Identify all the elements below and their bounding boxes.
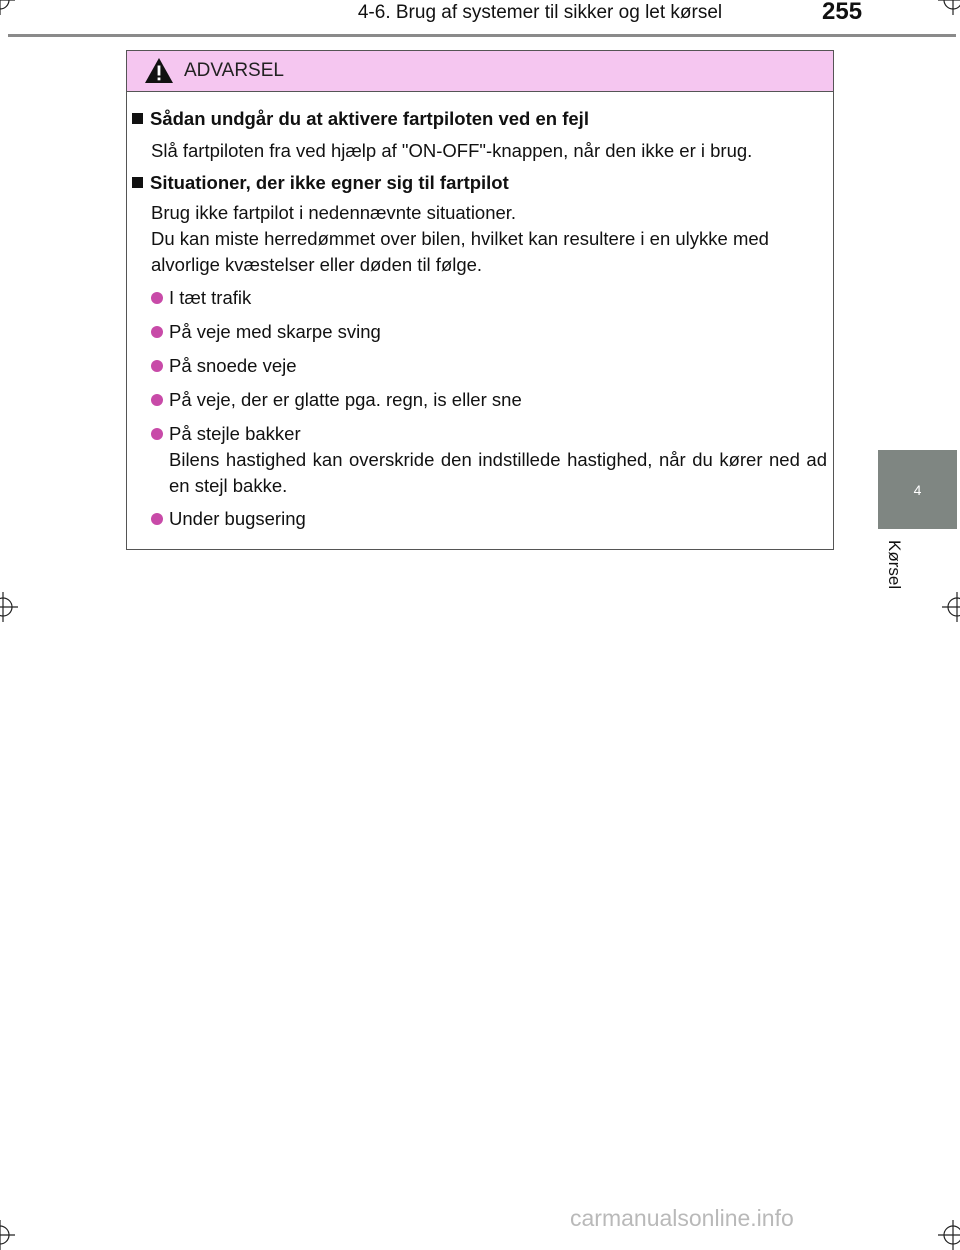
registration-mark-icon [938, 1220, 960, 1250]
bullet-dot-icon [151, 360, 163, 372]
paragraph: Brug ikke fartpilot i nedennævnte situationer. [151, 202, 517, 223]
square-bullet-icon [132, 113, 143, 124]
chapter-label: Kørsel [885, 540, 904, 590]
page-number: 255 [822, 0, 863, 25]
chapter-tab [878, 450, 957, 529]
list-item: I tæt trafik [151, 285, 827, 311]
list-item: På snoede veje [151, 353, 827, 379]
warning-header [127, 51, 833, 92]
section-title: Situationer, der ikke egner sig til fartpilot [132, 172, 509, 194]
registration-mark-icon [938, 0, 960, 15]
running-header-title: 4-6. Brug af systemer til sikker og let kørsel [357, 2, 723, 23]
list-item-note: Bilens hastighed kan overskride den indstillede hastighed, når du kører ned ad en stejl bakke. [169, 449, 827, 496]
registration-mark-icon [942, 592, 960, 622]
watermark: carmanualsonline.info [570, 1205, 794, 1231]
list-item: På veje med skarpe sving [151, 319, 827, 345]
bullet-dot-icon [151, 326, 163, 338]
warning-box [126, 50, 834, 550]
bullet-dot-icon [151, 513, 163, 525]
registration-mark-icon [0, 592, 18, 622]
paragraph: Slå fartpiloten fra ved hjælp af "ON-OFF"-knappen, når den ikke er i brug. [151, 140, 753, 161]
bullet-dot-icon [151, 292, 163, 304]
list-item: Under bugsering [151, 506, 827, 532]
chapter-number: 4 [913, 481, 922, 498]
bullet-dot-icon [151, 428, 163, 440]
registration-mark-icon [0, 1220, 15, 1250]
bullet-dot-icon [151, 394, 163, 406]
square-bullet-icon [132, 177, 143, 188]
list-item: På veje, der er glatte pga. regn, is eller sne [151, 387, 827, 413]
paragraph: Du kan miste herredømmet over bilen, hvilket kan resultere i en ulykke med alvorlige kvæstelser eller døden til følge. [151, 228, 769, 275]
header-divider [8, 34, 956, 37]
warning-triangle-icon [144, 57, 174, 84]
registration-mark-icon [0, 0, 15, 15]
warning-label: ADVARSEL [184, 60, 284, 81]
section-title: Sådan undgår du at aktivere fartpiloten ved en fejl [132, 108, 589, 130]
list-item: På stejle bakker Bilens hastighed kan overskride den indstillede hastighed, når du kører ned ad en stejl bakke. [151, 421, 827, 499]
